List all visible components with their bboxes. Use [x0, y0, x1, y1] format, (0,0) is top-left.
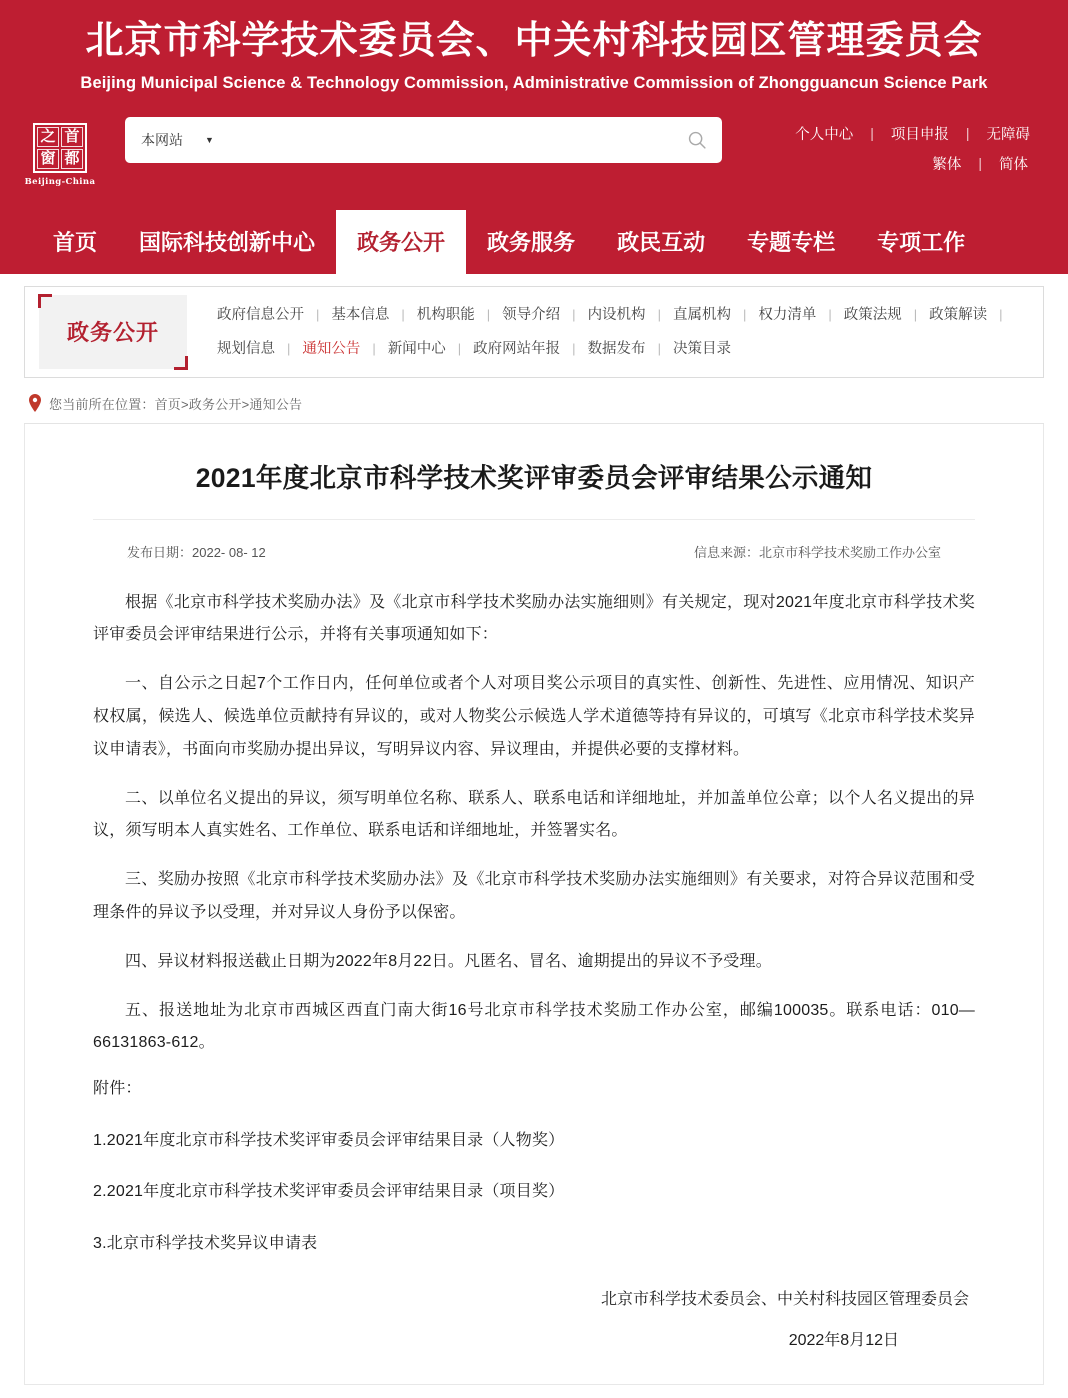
article-paragraph: 一、自公示之日起7个工作日内，任何单位或者个人对项目奖公示项目的真实性、创新性、先进性、应用情况、知识产权权属，候选人、候选单位贡献持有异议的，或对人物奖公示候选人学术道德等持有异议的，可填写《北京市科学技术奖异议申请表》，书面向市奖励办提出异议，写明异议内容、异议理由，并提供必要的支撑材料。 [93, 675, 975, 758]
publish-date-value: 2022- 08- 12 [192, 544, 266, 560]
subnav-item-policy-interpretation[interactable]: 政策解读 [929, 306, 988, 323]
link-project-declaration[interactable]: 项目申报 [890, 126, 949, 143]
subnav-separator: | [657, 306, 661, 322]
publish-date-label: 发布日期： [127, 544, 193, 560]
article-signature: 北京市科学技术委员会、中关村科技园区管理委员会 [600, 1290, 969, 1308]
article-wrapper [0, 424, 1068, 1385]
subnav-separator: | [828, 306, 832, 322]
article-paragraph: 三、奖励办按照《北京市科学技术奖励办法》及《北京市科学技术奖励办法实施细则》有关要求，对符合异议范围和受理条件的异议予以受理，并对异议人身份予以保密。 [93, 871, 975, 921]
nav-item-government-public-interaction[interactable]: 政民互动 [617, 230, 706, 255]
logo-char-3: 窗 [37, 149, 59, 169]
attachment-label: 附件： [93, 1080, 142, 1098]
article-body [93, 561, 975, 1358]
sub-navigation-wrapper [0, 274, 1068, 388]
article-paragraph: 四、异议材料报送截止日期为2022年8月22日。凡匿名、冒名、逾期提出的异议不予受理。 [125, 952, 772, 970]
source-label: 信息来源： [693, 544, 759, 560]
logo-caption: Beijing-China [24, 176, 96, 187]
subnav-separator: | [999, 306, 1003, 322]
banner-title-en: Beijing Municipal Science & Technology Commission, Administrative Commission of Zhongguancun Science Park [80, 73, 988, 92]
subnav-separator: | [316, 306, 320, 322]
subnav-row-1 [217, 298, 1033, 332]
article-paragraph: 根据《北京市科学技术奖励办法》及《北京市科学技术奖励办法实施细则》有关规定，现对2021年度北京市科学技术奖评审委员会评审结果进行公示，并将有关事项通知如下： [93, 593, 975, 644]
link-personal-center[interactable]: 个人中心 [795, 126, 854, 143]
search-icon[interactable] [686, 129, 708, 151]
site-banner [0, 0, 1068, 105]
subnav-separator: | [913, 306, 918, 322]
subnav-separator: | [657, 340, 661, 356]
corner-bracket-top-left-icon [38, 294, 52, 308]
nav-item-intl-innovation-center[interactable]: 国际科技创新中心 [139, 230, 316, 255]
subnav-section-badge [39, 295, 187, 369]
header-search-row [0, 105, 1068, 210]
banner-title-cn: 北京市科学技术委员会、中关村科技园区管理委员会 [85, 20, 983, 62]
links-separator: | [870, 125, 874, 141]
subnav-separator: | [572, 340, 576, 356]
attachment-item-1[interactable]: 1.2021年度北京市科学技术奖评审委员会评审结果目录（人物奖） [93, 1131, 565, 1149]
subnav-separator: | [572, 306, 576, 322]
subnav-links [187, 295, 1033, 369]
subnav-item-internal-org[interactable]: 内设机构 [587, 306, 646, 323]
subnav-item-news-center[interactable]: 新闻中心 [387, 340, 446, 357]
links-separator: | [978, 155, 982, 171]
location-pin-icon [28, 394, 42, 412]
main-navigation [0, 210, 1068, 274]
attachment-item-3[interactable]: 3.北京市科学技术奖异议申请表 [93, 1234, 318, 1252]
nav-item-government-affairs-disclosure[interactable]: 政务公开 [336, 210, 466, 274]
logo-char-4: 都 [61, 149, 83, 169]
nav-item-home[interactable]: 首页 [53, 230, 98, 255]
nav-item-special-columns[interactable]: 专题专栏 [747, 230, 836, 255]
subnav-separator: | [742, 306, 747, 322]
page-title: 2021年度北京市科学技术奖评审委员会评审结果公示通知 [93, 454, 975, 520]
site-logo[interactable] [0, 117, 120, 187]
subnav-item-policies-regulations[interactable]: 政策法规 [843, 306, 902, 323]
subnav-separator: | [401, 306, 405, 322]
source-value: 北京市科学技术奖励工作办公室 [758, 544, 941, 560]
subnav-separator: | [486, 306, 491, 322]
subnav-item-data-release[interactable]: 数据发布 [587, 340, 646, 357]
chevron-down-icon[interactable]: ▼ [205, 134, 214, 145]
link-simplified-chinese[interactable]: 简体 [999, 156, 1028, 173]
search-scope-label[interactable]: 本网站 [141, 131, 183, 148]
article-paragraph: 五、报送地址为北京市西城区西直门南大街16号北京市科学技术奖励工作办公室，邮编100035。联系电话：010—66131863-612。 [93, 1001, 975, 1052]
breadcrumb [24, 388, 1044, 424]
subnav-section-title: 政务公开 [66, 320, 159, 345]
subnav-item-website-annual-report[interactable]: 政府网站年报 [473, 340, 561, 357]
subnav-item-basic-info[interactable]: 基本信息 [331, 306, 390, 323]
header-links-row-1 [795, 123, 1030, 144]
header-utility-links [722, 117, 1068, 183]
subnav-separator: | [372, 340, 376, 356]
attachment-item-2[interactable]: 2.2021年度北京市科学技术奖评审委员会评审结果目录（项目奖） [93, 1183, 565, 1201]
subnav-separator: | [457, 340, 462, 356]
sub-navigation [24, 286, 1044, 378]
article-paragraph: 二、以单位名义提出的异议，须写明单位名称、联系人、联系电话和详细地址，并加盖单位公章；以个人名义提出的异议，须写明本人真实姓名、工作单位、联系电话和详细地址，并签署实名。 [93, 789, 975, 840]
subnav-item-gov-info-disclosure[interactable]: 政府信息公开 [217, 306, 304, 323]
beijing-seal-logo-icon [33, 123, 87, 173]
subnav-item-notices-announcements[interactable]: 通知公告 [302, 340, 361, 357]
subnav-item-leadership[interactable]: 领导介绍 [502, 306, 561, 323]
subnav-item-planning-info[interactable]: 规划信息 [217, 340, 275, 357]
logo-char-1: 之 [37, 127, 59, 147]
link-traditional-chinese[interactable]: 繁体 [932, 156, 962, 173]
publish-date [127, 542, 266, 561]
article-source [694, 542, 941, 561]
nav-item-special-work[interactable]: 专项工作 [877, 230, 966, 255]
subnav-item-power-list[interactable]: 权力清单 [758, 306, 817, 323]
subnav-row-2 [217, 332, 1033, 366]
links-separator: | [965, 125, 970, 141]
nav-item-government-services[interactable]: 政务服务 [487, 230, 576, 255]
corner-bracket-bottom-right-icon [174, 356, 188, 370]
subnav-item-org-functions[interactable]: 机构职能 [416, 306, 475, 323]
subnav-item-affiliated-org[interactable]: 直属机构 [672, 306, 731, 323]
breadcrumb-wrapper [0, 388, 1068, 424]
subnav-separator: | [287, 340, 291, 356]
search-box[interactable] [125, 117, 722, 163]
article-meta [93, 520, 975, 561]
header-links-row-2 [932, 153, 1028, 174]
article-signature-date: 2022年8月12日 [788, 1332, 899, 1350]
breadcrumb-text[interactable]: 您当前所在位置：首页>政务公开>通知公告 [49, 396, 303, 412]
article [24, 424, 1044, 1385]
logo-char-2: 首 [61, 127, 83, 147]
search-input[interactable] [228, 132, 686, 148]
subnav-item-decision-catalog[interactable]: 决策目录 [672, 340, 731, 357]
link-accessibility[interactable]: 无障碍 [986, 126, 1030, 143]
